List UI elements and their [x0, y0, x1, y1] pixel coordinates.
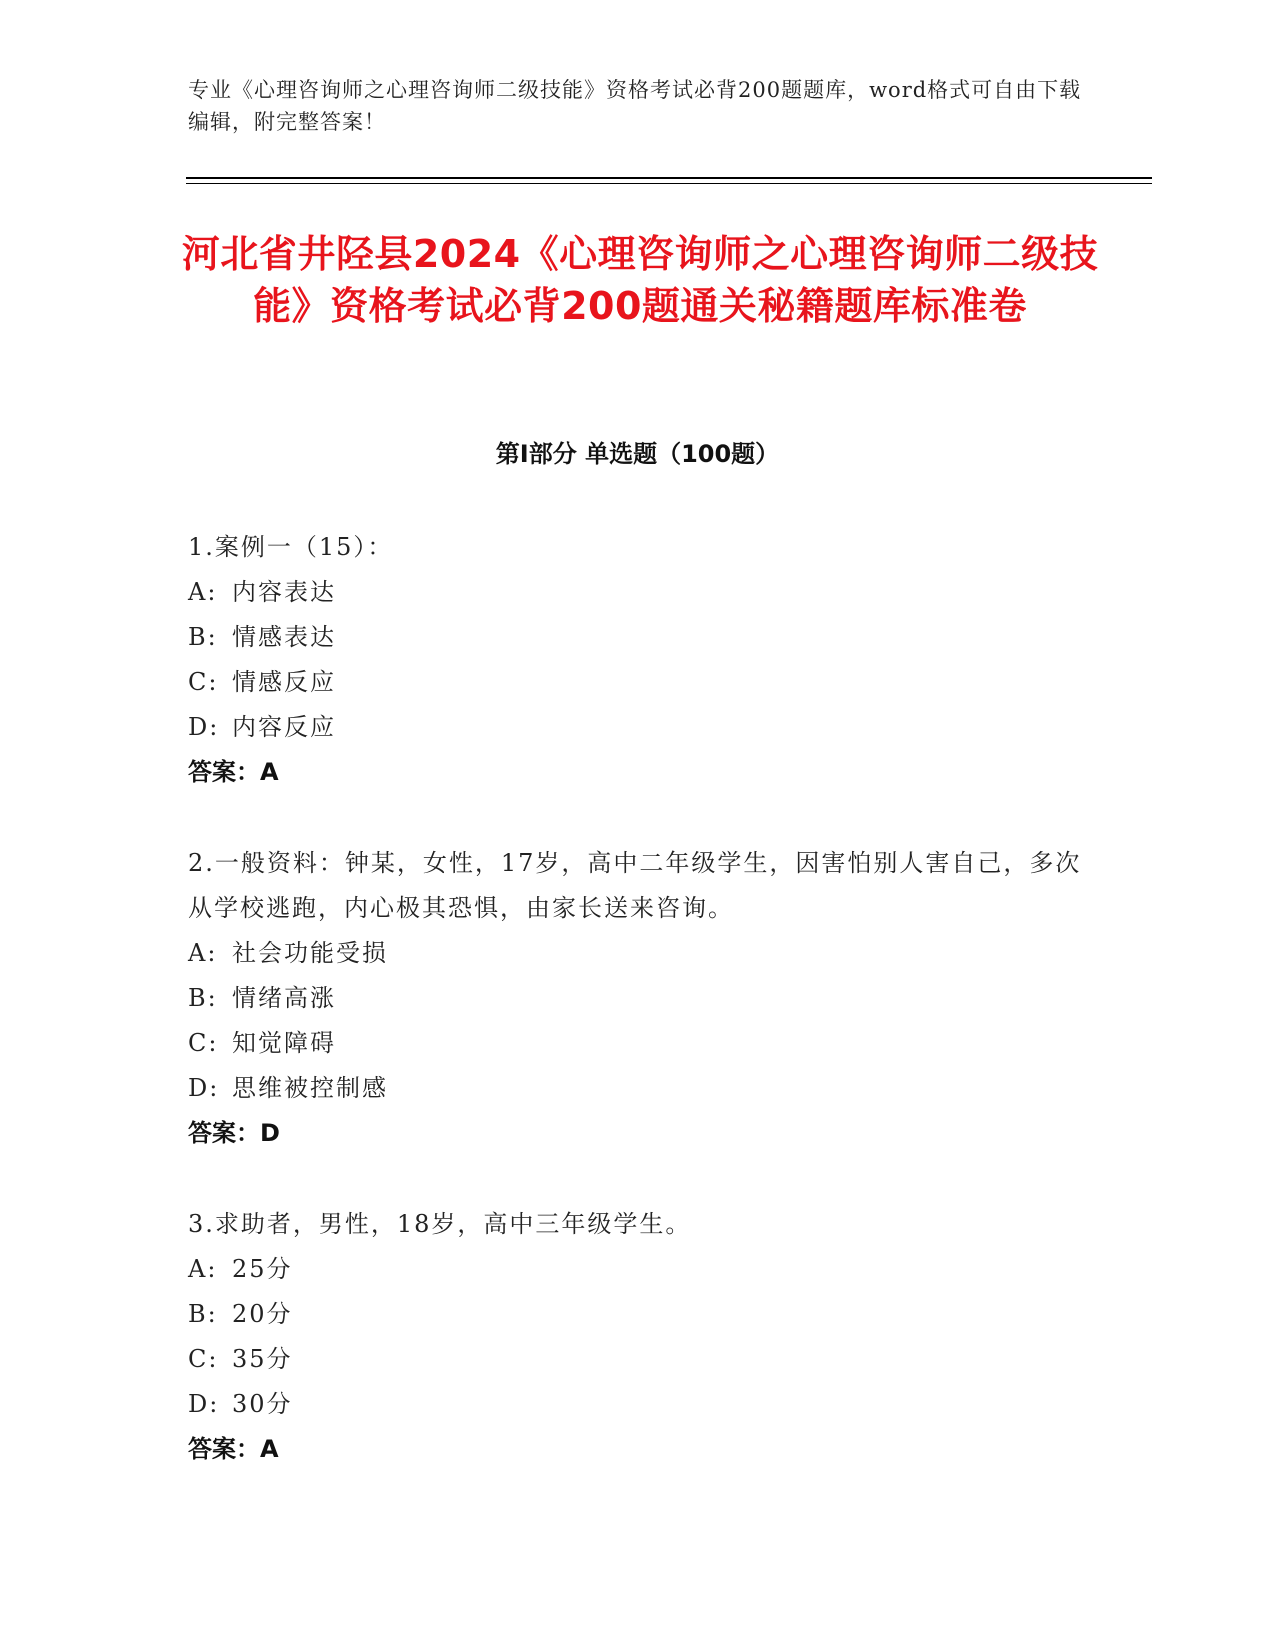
option-a — [188, 570, 1088, 615]
option-text: 社会功能受损 — [232, 939, 388, 967]
option-text: 35分 — [232, 1345, 293, 1373]
header-rule-thin — [186, 183, 1152, 184]
option-b — [188, 1292, 1088, 1337]
option-text: 25分 — [232, 1255, 293, 1283]
option-c — [188, 1337, 1088, 1382]
answer-line: 答案：A — [188, 1435, 279, 1463]
answer-line: 答案：D — [188, 1119, 280, 1147]
option-d — [188, 1066, 1088, 1111]
question-1 — [188, 525, 1088, 795]
option-key: B: — [188, 1300, 218, 1328]
header-rule-thick — [186, 177, 1152, 179]
section-heading: 第I部分 单选题（100题） — [495, 440, 780, 468]
header-note: 专业《心理咨询师之心理咨询师二级技能》资格考试必背200题题库，word格式可自由下载编辑，附完整答案！ — [188, 78, 1082, 134]
option-text: 30分 — [232, 1390, 293, 1418]
option-b — [188, 615, 1088, 660]
option-text: 20分 — [232, 1300, 293, 1328]
question-2 — [188, 841, 1088, 1156]
option-key: A: — [188, 578, 218, 606]
option-key: A: — [188, 939, 218, 967]
option-key: D: — [188, 713, 220, 741]
option-b — [188, 976, 1088, 1021]
option-d — [188, 1382, 1088, 1427]
option-text: 情感反应 — [232, 668, 336, 696]
question-spacer — [188, 1156, 1088, 1202]
option-a — [188, 931, 1088, 976]
option-key: C: — [188, 668, 219, 696]
option-d — [188, 705, 1088, 750]
question-spacer — [188, 795, 1088, 841]
question-stem: 3.求助者，男性，18岁，高中三年级学生。 — [188, 1210, 692, 1238]
option-text: 情绪高涨 — [232, 984, 336, 1012]
question-stem: 1.案例一（15）： — [188, 533, 394, 561]
document-title: 河北省井陉县2024《心理咨询师之心理咨询师二级技能》资格考试必背200题通关秘籍题库标准卷 — [181, 232, 1099, 328]
option-key: B: — [188, 984, 218, 1012]
option-a — [188, 1247, 1088, 1292]
question-3 — [188, 1202, 1088, 1472]
question-list — [188, 525, 1088, 1472]
option-key: B: — [188, 623, 218, 651]
option-key: D: — [188, 1074, 220, 1102]
question-stem: 2.一般资料：钟某，女性，17岁，高中二年级学生，因害怕别人害自己，多次从学校逃跑，内心极其恐惧，由家长送来咨询。 — [188, 849, 1082, 922]
option-key: D: — [188, 1390, 220, 1418]
option-key: C: — [188, 1029, 219, 1057]
option-text: 思维被控制感 — [232, 1074, 388, 1102]
option-text: 知觉障碍 — [232, 1029, 336, 1057]
answer-line: 答案：A — [188, 758, 279, 786]
option-key: C: — [188, 1345, 219, 1373]
option-text: 内容表达 — [232, 578, 336, 606]
option-key: A: — [188, 1255, 218, 1283]
option-text: 情感表达 — [232, 623, 336, 651]
option-text: 内容反应 — [232, 713, 336, 741]
option-c — [188, 660, 1088, 705]
option-c — [188, 1021, 1088, 1066]
